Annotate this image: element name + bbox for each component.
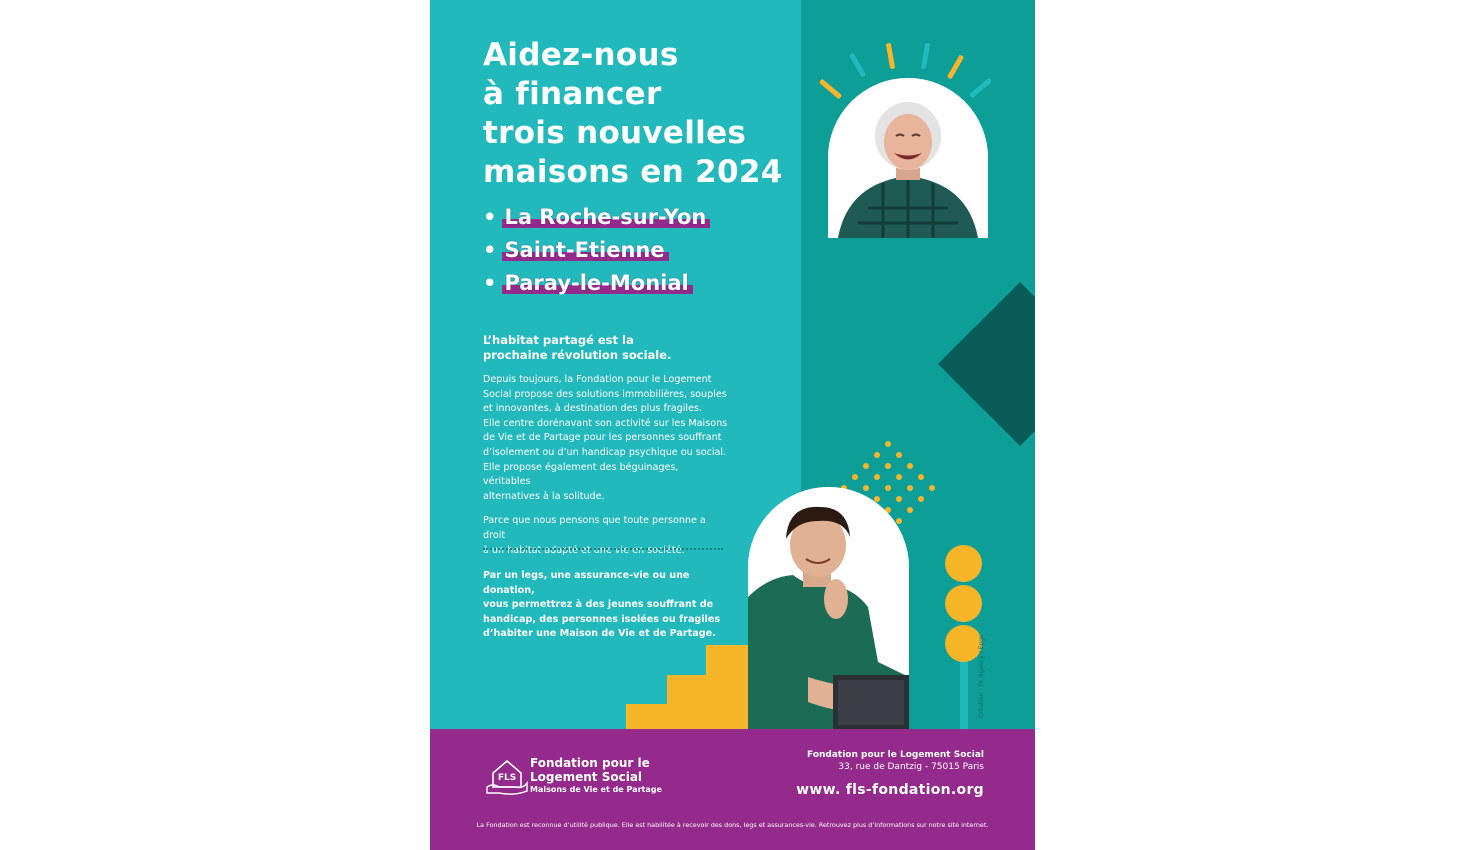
body-line: alternatives à la solitude. <box>483 490 605 502</box>
poster <box>430 0 1035 850</box>
body-line: et innovantes, à destination des plus fragiles. <box>483 403 703 415</box>
address-line: 33, rue de Dantzig - 75015 Paris <box>838 762 984 772</box>
body-line: Depuis toujours, la Fondation pour le Logement <box>483 374 712 385</box>
headline-line: Aidez-nous <box>483 37 679 73</box>
org-subtitle: Maisons de Vie et de Partage <box>530 785 662 794</box>
city-item <box>483 205 710 229</box>
cta-line: d’habiter une Maison de Vie et de Partage. <box>483 628 716 640</box>
fls-logo-icon <box>485 753 529 797</box>
bullet: • <box>483 205 497 229</box>
city-item <box>483 238 669 262</box>
body-line: Social propose des solutions immobilières, souples <box>483 388 727 400</box>
address <box>807 749 984 773</box>
body-line: de Vie et de Partage pour les personnes souffrant <box>483 432 722 444</box>
photo-credit: Création : FK Agency / Epgs <box>978 634 985 718</box>
cta-line: vous permettrez à des jeunes souffrant de <box>483 599 714 611</box>
org-name-line: Fondation pour le <box>530 756 650 770</box>
cta-line: Par un legs, une assurance-vie ou une donation, <box>483 570 690 596</box>
body-line: Elle centre dorénavant son activité sur les Maisons <box>483 417 728 429</box>
bullet: • <box>483 271 497 295</box>
bullet: • <box>483 238 497 262</box>
org-name <box>530 756 650 784</box>
city-name: La Roche-sur-Yon <box>504 205 707 229</box>
city-name: Paray-le-Monial <box>504 271 689 295</box>
headline-line: trois nouvelles <box>483 115 747 151</box>
headline-line: à financer <box>483 76 662 112</box>
city-list <box>430 0 1035 729</box>
body-line: à un habitat adapté et une vie en société. <box>483 544 685 556</box>
footer <box>430 729 1035 850</box>
address-name: Fondation pour le Logement Social <box>807 750 984 760</box>
body-line: d’isolement ou d’un handicap psychique ou social. <box>483 446 727 458</box>
cta-line: handicap, des personnes isolées ou fragiles <box>483 613 721 625</box>
body-line: Parce que nous pensons que toute personne a droit <box>483 515 706 541</box>
lead-line: L’habitat partagé est la <box>483 333 634 347</box>
website-link[interactable]: www. fls-fondation.org <box>796 782 984 798</box>
city-item <box>483 271 693 295</box>
org-name-line: Logement Social <box>530 770 643 784</box>
legal-notice: La Fondation est reconnue d’utilité publique. Elle est habilitée à recevoir des dons, legs et assurances-vie. Retrouvez plus d’informations sur notre site internet. <box>476 821 989 829</box>
body-line: Elle propose également des béguinages, véritables <box>483 461 679 488</box>
lead-line: prochaine révolution sociale. <box>483 348 672 362</box>
city-name: Saint-Etienne <box>504 238 665 262</box>
headline-line: maisons en 2024 <box>483 154 783 190</box>
logo-letters: FLS <box>497 773 517 783</box>
